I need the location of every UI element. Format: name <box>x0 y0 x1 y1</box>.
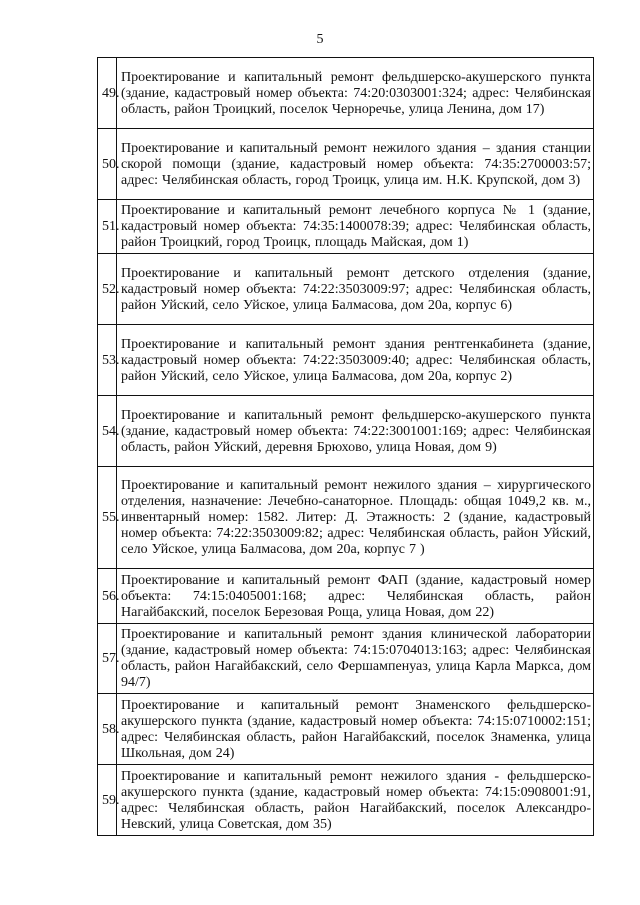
row-number: 55. <box>98 467 117 569</box>
page-number: 5 <box>316 32 324 47</box>
row-number: 51. <box>98 200 117 254</box>
row-number: 59. <box>98 765 117 836</box>
table-row <box>98 694 594 765</box>
row-number: 54. <box>98 396 117 467</box>
table-row <box>98 765 594 836</box>
table-row <box>98 200 594 254</box>
row-description: Проектирование и капитальный ремонт Знаменского фельдшерско-акушерского пункта (здание, кадастровый номер объекта: 74:15:0710002:151; адрес: Челябинская область, район Нагайбакский, поселок Знаменка, улица Школьная, дом 24) <box>117 694 594 765</box>
row-description: Проектирование и капитальный ремонт нежилого здания – здания станции скорой помощи (здание, кадастровый номер объекта: 74:35:2700003:57; адрес: Челябинская область, город Троицк, улица им. Н.К. Крупской, дом 3) <box>117 129 594 200</box>
objects-table <box>97 57 594 836</box>
row-number: 57. <box>98 624 117 694</box>
row-number: 49. <box>98 58 117 129</box>
row-description: Проектирование и капитальный ремонт здания рентгенкабинета (здание, кадастровый номер объекта: 74:22:3503009:40; адрес: Челябинская область, район Уйский, село Уйское, улица Балмасова, дом 20а, корпус 2) <box>117 325 594 396</box>
table-row <box>98 396 594 467</box>
row-description: Проектирование и капитальный ремонт ФАП (здание, кадастровый номер объекта: 74:15:0405001:168; адрес: Челябинская область, район Нагайбакский, поселок Березовая Роща, улица Новая, дом 22) <box>117 569 594 624</box>
row-description: Проектирование и капитальный ремонт фельдшерско-акушерского пункта (здание, кадастровый номер объекта: 74:20:0303001:324; адрес: Челябинская область, район Троицкий, поселок Черноречье, улица Ленина, дом 17) <box>117 58 594 129</box>
table-row <box>98 569 594 624</box>
table-row <box>98 58 594 129</box>
row-number: 50. <box>98 129 117 200</box>
table-row <box>98 254 594 325</box>
row-description: Проектирование и капитальный ремонт лечебного корпуса № 1 (здание, кадастровый номер объекта: 74:35:1400078:39; адрес: Челябинская область, район Троицкий, город Троицк, площадь Майская, дом 1) <box>117 200 594 254</box>
row-description: Проектирование и капитальный ремонт фельдшерско-акушерского пункта (здание, кадастровый номер объекта: 74:22:3001001:169; адрес: Челябинская область, район Уйский, деревня Брюхово, улица Новая, дом 9) <box>117 396 594 467</box>
row-description: Проектирование и капитальный ремонт нежилого здания – хирургического отделения, назначение: Лечебно-санаторное. Площадь: общая 1049,2 кв. м., инвентарный номер: 1582. Литер: Д. Этажность: 2 (здание, кадастровый номер объекта: 74:22:3503009:82; адрес: Челябинская область, район Уйский, село Уйское, улица Балмасова, дом 20а, корпус 7 ) <box>117 467 594 569</box>
table-row <box>98 129 594 200</box>
row-description: Проектирование и капитальный ремонт детского отделения (здание, кадастровый номер объекта: 74:22:3503009:97; адрес: Челябинская область, район Уйский, село Уйское, улица Балмасова, дом 20а, корпус 6) <box>117 254 594 325</box>
row-number: 53. <box>98 325 117 396</box>
row-number: 52. <box>98 254 117 325</box>
row-description: Проектирование и капитальный ремонт нежилого здания - фельдшерско-акушерского пункта (здание, кадастровый номер объекта: 74:15:0908001:91, адрес: Челябинская область, район Нагайбакский, поселок Александро-Невский, улица Советская, дом 35) <box>117 765 594 836</box>
row-number: 56. <box>98 569 117 624</box>
table-row <box>98 325 594 396</box>
row-number: 58. <box>98 694 117 765</box>
table-row <box>98 467 594 569</box>
table-row <box>98 624 594 694</box>
row-description: Проектирование и капитальный ремонт здания клинической лаборатории (здание, кадастровый номер объекта: 74:15:0704013:163; адрес: Челябинская область, район Нагайбакский, село Фершампенуаз, улица Карла Маркса, дом 94/7) <box>117 624 594 694</box>
